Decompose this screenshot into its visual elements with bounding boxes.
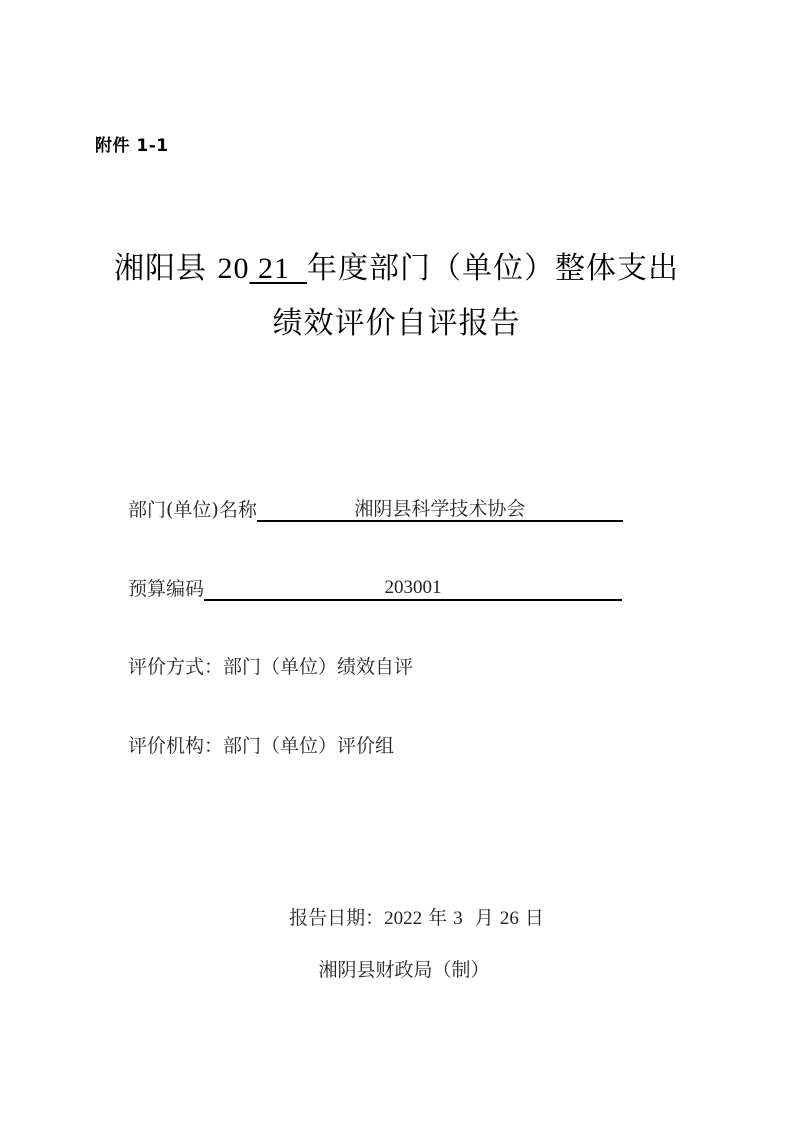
dept-name-label: 部门(单位)名称 [128, 499, 257, 521]
eval-org-row [128, 731, 394, 758]
title-year-filled: 21 [258, 252, 291, 285]
eval-org-value: 部门（单位）评价组 [223, 735, 395, 757]
eval-method-label: 评价方式： [128, 656, 224, 678]
budget-code-label: 预算编码 [128, 578, 205, 600]
dept-name-row [128, 495, 623, 522]
report-date-year-unit: 年 [428, 907, 448, 929]
report-title-line1 [0, 243, 793, 287]
budget-code-value: 203001 [204, 577, 622, 601]
report-date-month-unit: 月 [474, 907, 494, 929]
report-title-line2: 绩效评价自评报告 [272, 306, 521, 341]
budget-code-row [128, 574, 622, 601]
report-date-year: 2022 [384, 908, 423, 929]
title-prefix: 湘阳县 [113, 251, 218, 286]
report-date [0, 903, 793, 930]
issuer: 湘阴县财政局（制） [318, 959, 490, 981]
report-date-label: 报告日期： [289, 907, 385, 929]
title-year-fixed: 20 [217, 252, 250, 285]
report-date-month: 3 [453, 908, 463, 929]
report-date-day: 26 [499, 908, 519, 929]
attachment-label: 附件 1-1 [95, 136, 169, 156]
eval-org-label: 评价机构： [128, 735, 224, 757]
dept-name-value: 湘阴县科学技术协会 [257, 498, 623, 522]
report-date-day-unit: 日 [524, 907, 544, 929]
eval-method-row [128, 652, 413, 679]
eval-method-value: 部门（单位）绩效自评 [223, 656, 414, 678]
title-suffix: 年度部门（单位）整体支出 [307, 251, 680, 286]
